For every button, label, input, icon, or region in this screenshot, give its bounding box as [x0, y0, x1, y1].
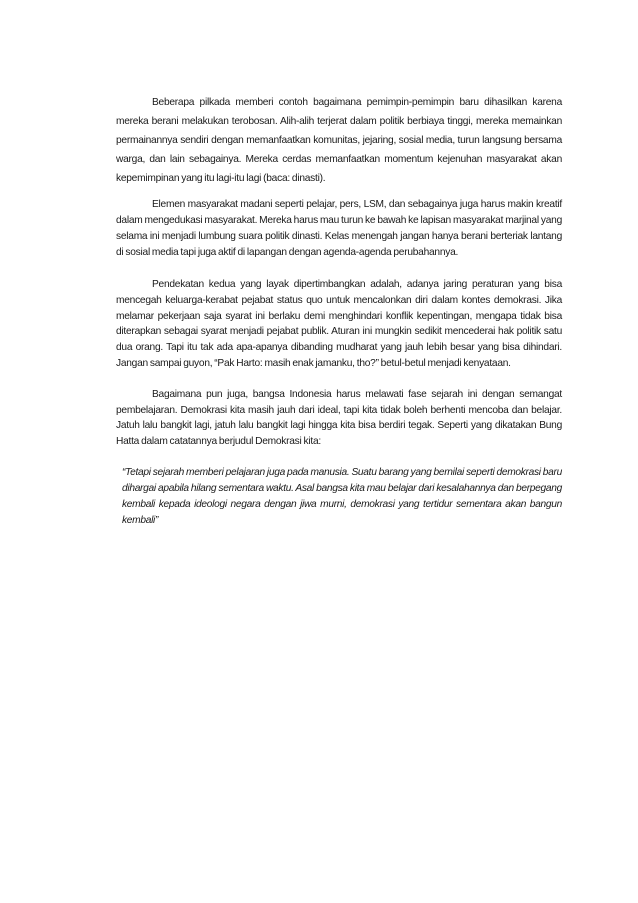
hatta-quote: “Tetapi sejarah memberi pelajaran juga pada manusia. Suatu barang yang bernilai seperti demokrasi baru dihargai apabila hilang sementara waktu. Asal bangsa kita mau belajar dari kesalahannya dan berpegang kembali kepada ideologi negara dengan jiwa murni, demokrasi yang tertidur sementara akan bangun kembali”	[122, 466, 562, 526]
document-body	[116, 93, 562, 529]
paragraph-1: Beberapa pilkada memberi contoh bagaimana pemimpin-pemimpin baru dihasilkan karena mereka berani melakukan terobosan. Alih-alih terjerat dalam politik berbiaya tinggi, mereka memainkan permainannya sendiri dengan memanfaatkan komunitas, jejaring, sosial media, turun langsung bersama warga, dan lain sebagainya. Mereka cerdas memanfaatkan momentum kejenuhan masyarakat akan kepemimpinan yang itu lagi-itu lagi (baca: dinasti).	[116, 97, 562, 184]
paragraph-2: Elemen masyarakat madani seperti pelajar, pers, LSM, dan sebagainya juga harus makin kreatif dalam mengedukasi masyarakat. Mereka harus mau turun ke bawah ke lapisan masyarakat marjinal yang selama ini menjadi lumbung suara politik dinasti. Kelas menengah jangan hanya berani berteriak lantang di sosial media tapi juga aktif di lapangan dengan agenda-agenda perubahannya.	[116, 199, 562, 258]
paragraph-3: Pendekatan kedua yang layak dipertimbangkan adalah, adanya jaring peraturan yang bisa mencegah keluarga-kerabat pejabat status quo untuk mencalonkan diri dalam kontes demokrasi. Jika melamar pekerjaan saja syarat ini berlaku demi menghindari konflik kepentingan, mengapa tidak bisa diterapkan sebagai syarat menjadi pejabat publik. Aturan ini mungkin sedikit mencederai hak politik satu dua orang. Tapi itu tak ada apa-apanya dibanding mudharat yang jauh lebih besar yang bisa dihindari. Jangan sampai guyon, “Pak Harto: masih enak jamanku, tho?” betul-betul menjadi kenyataan.	[116, 279, 562, 369]
paragraph-4: Bagaimana pun juga, bangsa Indonesia harus melawati fase sejarah ini dengan semangat pembelajaran. Demokrasi kita masih jauh dari ideal, tapi kita tidak boleh berhenti mencoba dan belajar. Jatuh lalu bangkit lagi, jatuh lalu bangkit lagi hingga kita bisa berdiri tegak. Seperti yang dikatakan Bung Hatta dalam catatannya berjudul Demokrasi kita:	[116, 388, 562, 448]
